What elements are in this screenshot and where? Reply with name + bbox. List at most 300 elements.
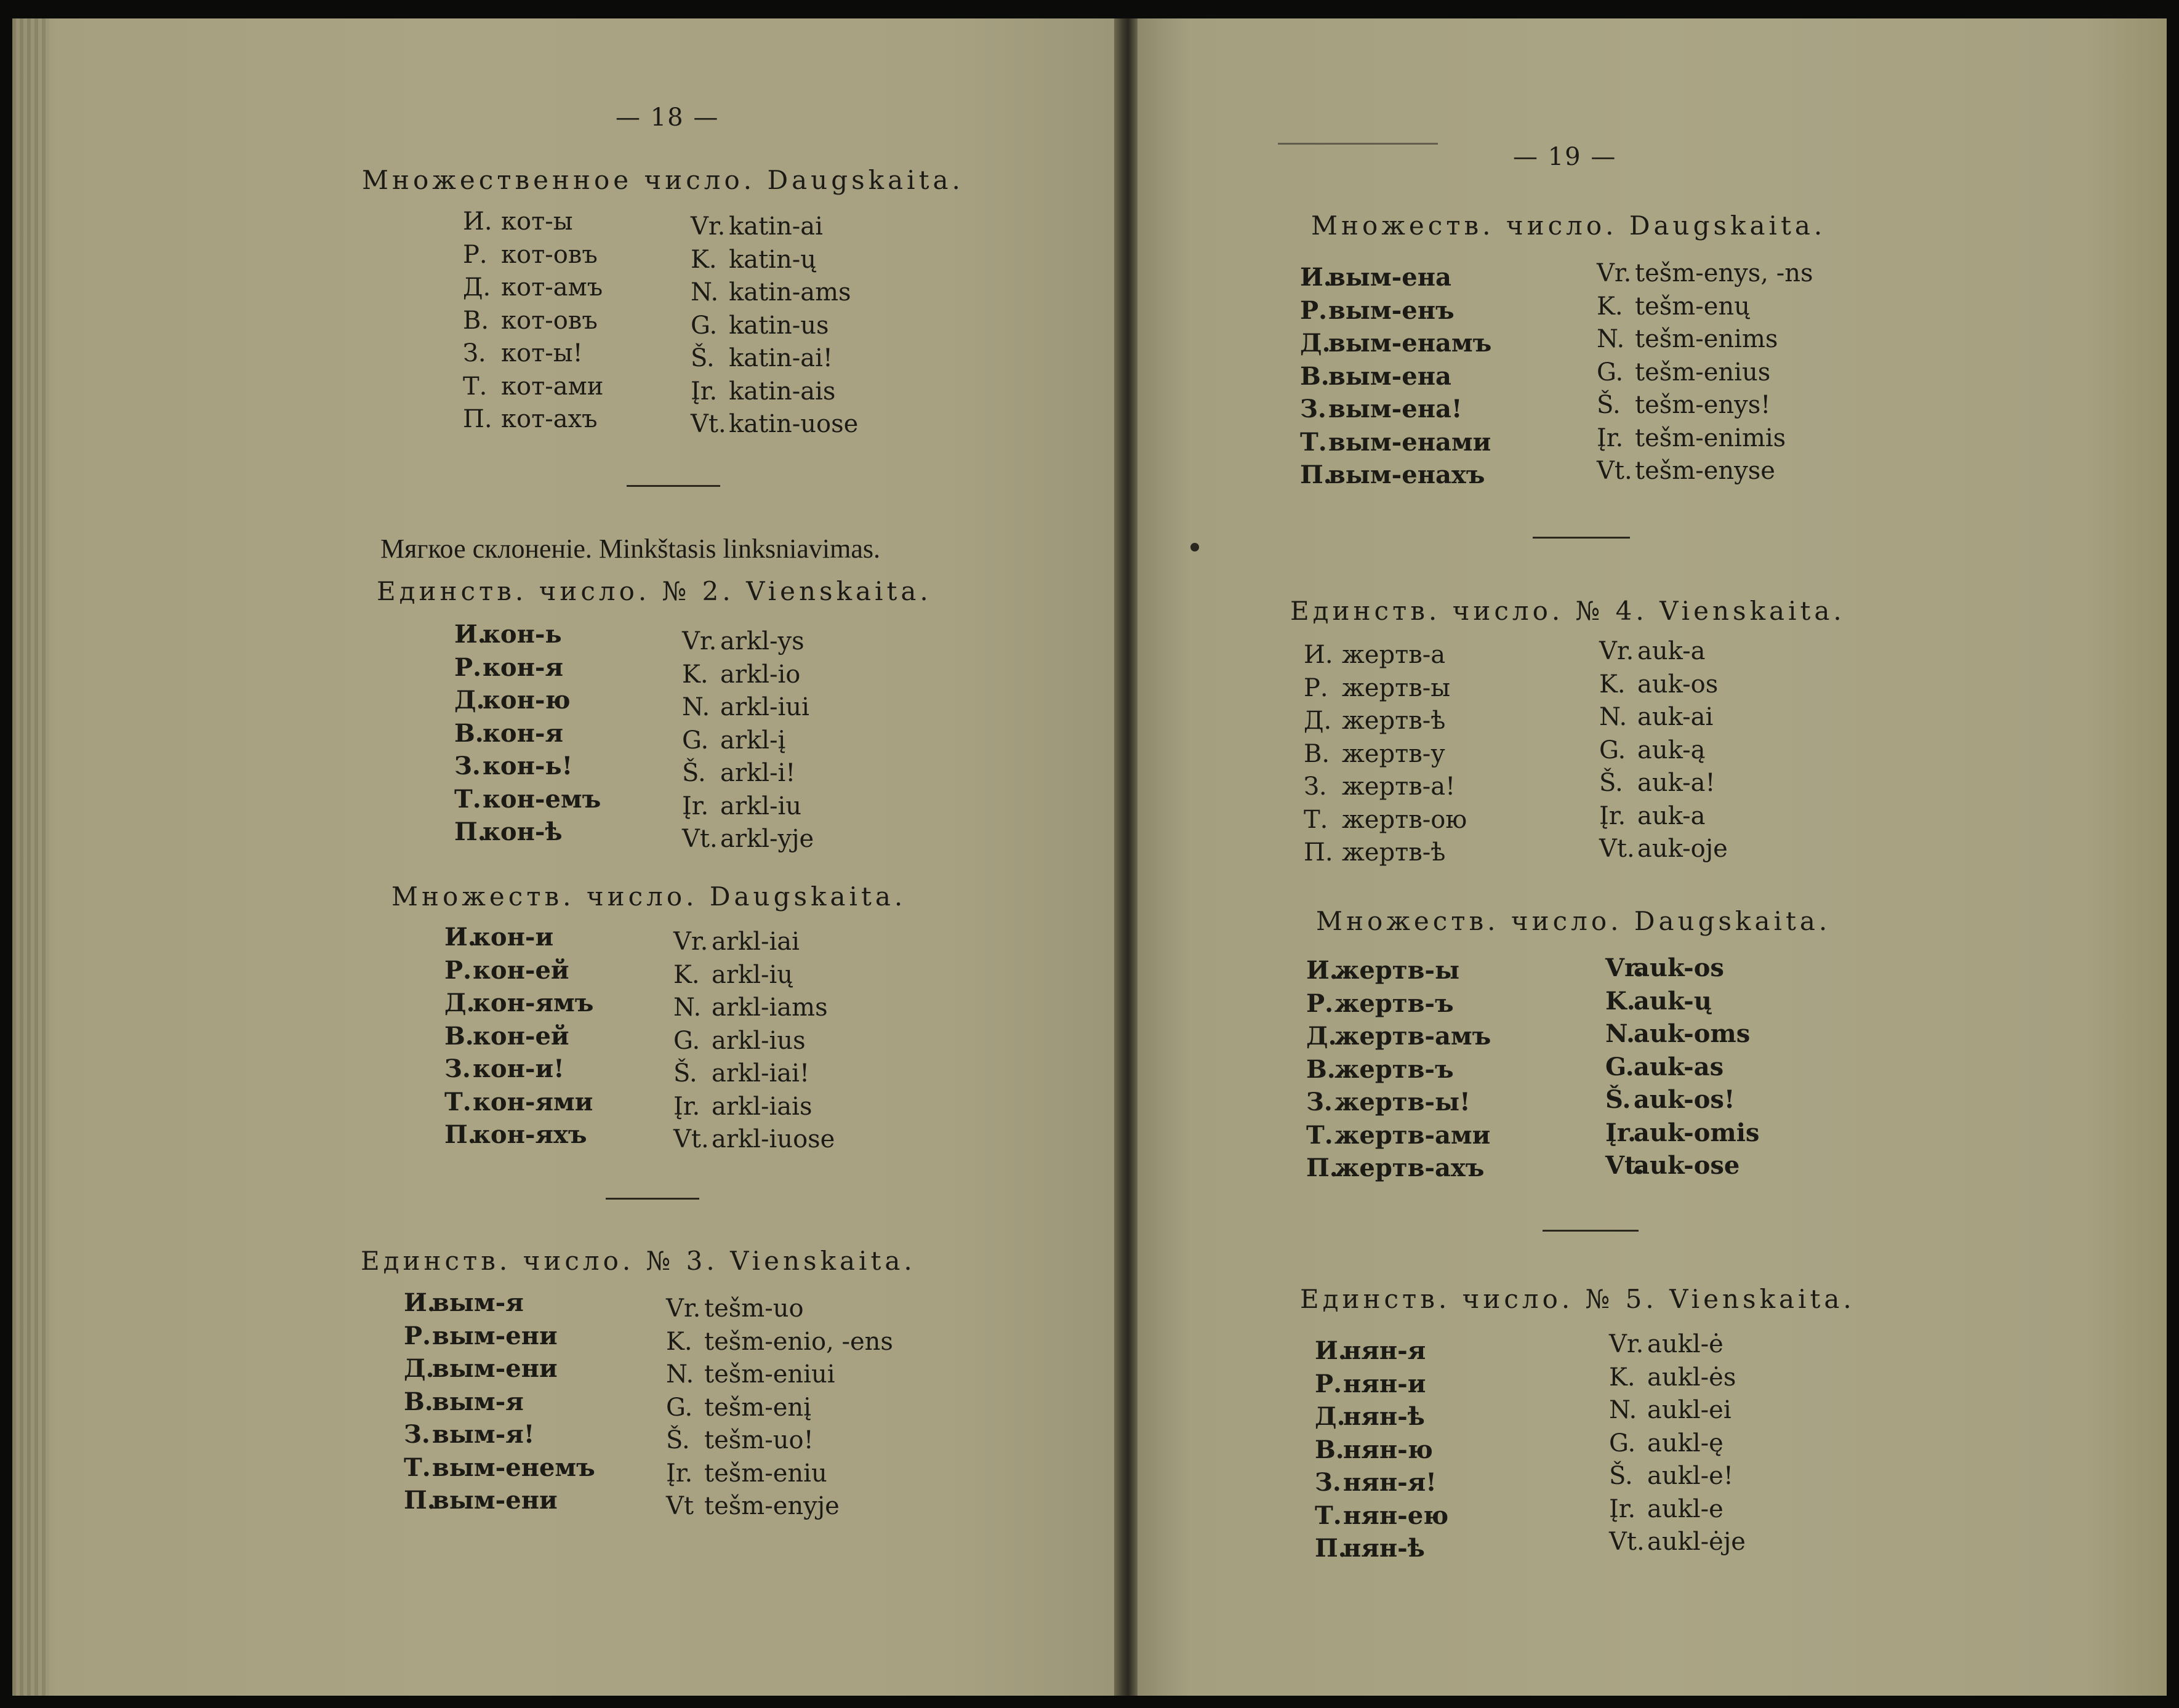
- case-form: tešm-enimis: [1635, 423, 1786, 452]
- case-row: [1609, 1328, 1746, 1361]
- case-abbreviation: Р.: [1304, 673, 1328, 702]
- case-form: tešm-enys, -ns: [1635, 259, 1813, 287]
- case-form: жертв-ы!: [1334, 1088, 1471, 1117]
- case-form: жертв-а: [1342, 641, 1446, 669]
- lithuanian-case-column: [691, 210, 858, 441]
- case-form: arkl-iams: [712, 993, 828, 1022]
- case-row: [1597, 323, 1813, 356]
- lithuanian-case-column: [1597, 257, 1813, 488]
- case-row: [673, 959, 835, 992]
- case-abbreviation: Р.: [404, 1321, 431, 1350]
- case-abbreviation: П.: [444, 1120, 476, 1149]
- case-abbreviation: П.: [1306, 1153, 1338, 1182]
- case-row: [1300, 261, 1491, 294]
- case-row: [673, 1123, 835, 1157]
- case-form: tešm-eniui: [704, 1360, 835, 1389]
- case-row: [1300, 426, 1491, 459]
- case-form: arkl-iui: [720, 693, 809, 721]
- case-form: вым-ена: [1328, 361, 1451, 391]
- case-form: aukl-ėje: [1647, 1528, 1746, 1556]
- case-abbreviation: Т.: [1304, 805, 1328, 834]
- russian-case-column: [454, 618, 601, 849]
- section-heading: Множеств. число. Daugskaita.: [1316, 906, 1831, 936]
- case-row: [1597, 257, 1813, 291]
- case-abbreviation: Д.: [1306, 1022, 1337, 1051]
- case-row: [404, 1418, 595, 1451]
- case-form: auk-a: [1637, 637, 1706, 665]
- case-form: auk-a!: [1637, 769, 1716, 797]
- case-abbreviation: K.: [1597, 292, 1623, 321]
- case-abbreviation: K.: [682, 660, 708, 689]
- case-form: tešm-enyse: [1635, 457, 1775, 485]
- case-row: [1304, 771, 1467, 804]
- case-row: [1315, 1368, 1448, 1401]
- book-gutter: [1114, 18, 1138, 1696]
- case-abbreviation: Т.: [444, 1087, 472, 1117]
- case-abbreviation: Vt.: [682, 825, 718, 853]
- case-row: [1304, 639, 1467, 672]
- case-row: [444, 1086, 593, 1119]
- case-row: [1605, 1083, 1759, 1117]
- case-abbreviation: G.: [1605, 1052, 1634, 1081]
- case-row: [1304, 705, 1467, 738]
- case-abbreviation: З.: [444, 1054, 471, 1083]
- case-form: arkl-ys: [720, 627, 805, 656]
- case-abbreviation: Vr.: [673, 928, 708, 956]
- case-abbreviation: Š.: [682, 759, 706, 787]
- case-form: кот-амъ: [501, 273, 603, 302]
- case-form: arkl-ių: [712, 960, 793, 989]
- case-row: [454, 618, 601, 651]
- case-abbreviation: П.: [1304, 838, 1333, 867]
- case-abbreviation: Įr.: [673, 1092, 700, 1121]
- case-form: tešm-enius: [1635, 358, 1771, 387]
- case-form: кон-ь!: [483, 752, 573, 780]
- case-form: auk-as: [1634, 1052, 1724, 1081]
- case-form: auk-ai: [1637, 703, 1714, 731]
- case-abbreviation: Įr.: [1599, 801, 1626, 830]
- case-row: [444, 1020, 593, 1053]
- case-form: жертв-ѣ: [1342, 838, 1446, 867]
- case-abbreviation: В.: [1304, 739, 1330, 768]
- case-form: auk-os: [1637, 670, 1719, 699]
- case-row: [404, 1484, 595, 1517]
- case-row: [1315, 1532, 1448, 1565]
- case-row: [1599, 800, 1728, 833]
- case-row: [1605, 1117, 1759, 1150]
- case-row: [454, 750, 601, 783]
- case-form: tešm-enio, -ens: [704, 1327, 893, 1356]
- case-abbreviation: Vr.: [1609, 1330, 1644, 1358]
- case-form: вым-енамъ: [1328, 329, 1492, 358]
- russian-case-column: [1315, 1334, 1448, 1565]
- case-abbreviation: Р.: [454, 652, 482, 682]
- case-row: [454, 651, 601, 684]
- section-heading: Единств. число. № 2. Vienskaita.: [377, 576, 932, 606]
- case-abbreviation: В.: [444, 1021, 474, 1051]
- case-abbreviation: Įr.: [1605, 1118, 1637, 1147]
- case-row: [463, 206, 603, 239]
- case-form: кон-и: [473, 923, 554, 952]
- case-row: [1609, 1460, 1746, 1493]
- case-form: tešm-enims: [1635, 325, 1778, 353]
- case-abbreviation: Д.: [463, 273, 491, 302]
- case-form: вым-ени: [432, 1354, 558, 1383]
- case-abbreviation: Д.: [444, 988, 475, 1017]
- case-row: [682, 757, 814, 790]
- case-row: [682, 625, 814, 659]
- case-row: [1315, 1499, 1448, 1533]
- case-form: katin-ai: [729, 212, 823, 241]
- case-form: нян-ѣ: [1343, 1534, 1425, 1563]
- case-row: [666, 1293, 893, 1326]
- case-form: auk-ų: [1634, 986, 1712, 1016]
- case-form: katin-ų: [729, 245, 816, 274]
- lithuanian-case-column: [673, 926, 835, 1157]
- case-row: [404, 1320, 595, 1353]
- case-row: [444, 1052, 593, 1086]
- case-form: auk-omis: [1634, 1118, 1760, 1147]
- case-row: [463, 403, 603, 436]
- case-row: [404, 1451, 595, 1485]
- case-row: [463, 337, 603, 371]
- case-abbreviation: Š.: [666, 1426, 690, 1454]
- case-form: tešm-uo: [704, 1294, 804, 1323]
- declension-title: Мягкое склоненіе. Minkštasis linksniavimas.: [380, 534, 880, 564]
- case-abbreviation: З.: [1300, 395, 1326, 423]
- case-form: кон-ями: [473, 1087, 593, 1117]
- case-abbreviation: G.: [682, 726, 709, 755]
- lithuanian-case-column: [1599, 635, 1728, 866]
- case-abbreviation: G.: [673, 1026, 700, 1055]
- case-row: [1306, 987, 1491, 1020]
- case-form: вым-енами: [1328, 427, 1491, 457]
- case-abbreviation: Т.: [1315, 1501, 1342, 1530]
- case-abbreviation: Š.: [1599, 769, 1623, 797]
- page-number: — 18 —: [616, 103, 720, 132]
- case-form: aukl-e!: [1647, 1462, 1733, 1490]
- case-row: [1609, 1361, 1746, 1395]
- section-heading: Множеств. число. Daugskaita.: [391, 881, 907, 912]
- case-row: [1597, 455, 1813, 488]
- case-row: [682, 823, 814, 856]
- case-form: tešm-enį: [704, 1393, 811, 1422]
- case-abbreviation: N.: [666, 1360, 694, 1389]
- case-row: [1304, 672, 1467, 705]
- case-abbreviation: Р.: [1300, 295, 1328, 325]
- case-row: [1300, 393, 1491, 426]
- case-abbreviation: Т.: [1306, 1120, 1333, 1150]
- section-divider: [627, 485, 720, 487]
- case-abbreviation: Т.: [463, 372, 488, 401]
- case-abbreviation: N.: [1597, 325, 1625, 353]
- case-abbreviation: N.: [1599, 703, 1627, 731]
- case-row: [1300, 459, 1491, 492]
- case-row: [1599, 833, 1728, 866]
- case-row: [673, 926, 835, 959]
- case-form: кон-ей: [473, 955, 569, 985]
- case-form: auk-ose: [1634, 1151, 1740, 1180]
- case-form: жертв-ахъ: [1334, 1153, 1485, 1182]
- case-form: вым-я!: [432, 1420, 535, 1449]
- case-form: arkl-io: [720, 660, 801, 689]
- case-abbreviation: Д.: [1300, 329, 1331, 358]
- case-form: katin-ams: [729, 278, 851, 307]
- case-row: [1597, 356, 1813, 390]
- case-abbreviation: G.: [1609, 1429, 1636, 1457]
- case-row: [1609, 1427, 1746, 1461]
- ink-smudge: [1278, 143, 1438, 145]
- case-row: [1315, 1400, 1448, 1433]
- case-form: нян-и: [1343, 1369, 1426, 1398]
- case-row: [1304, 738, 1467, 771]
- case-form: кот-ы!: [501, 339, 583, 367]
- case-abbreviation: Р.: [444, 955, 472, 985]
- case-form: кот-овъ: [501, 240, 598, 269]
- case-row: [1306, 1086, 1491, 1119]
- case-row: [404, 1286, 595, 1320]
- case-form: нян-ѣ: [1343, 1402, 1425, 1431]
- case-row: [463, 305, 603, 338]
- case-form: tešm-enyje: [704, 1492, 840, 1520]
- case-form: katin-ais: [729, 377, 836, 406]
- case-abbreviation: Įr.: [682, 792, 709, 820]
- case-form: жертв-у: [1342, 739, 1445, 768]
- case-row: [404, 1352, 595, 1385]
- case-abbreviation: П.: [454, 817, 486, 846]
- case-row: [1306, 1020, 1491, 1053]
- ink-speck: [1190, 543, 1199, 551]
- case-row: [1597, 389, 1813, 422]
- case-form: вым-я: [432, 1288, 524, 1317]
- case-abbreviation: G.: [1597, 358, 1624, 387]
- case-abbreviation: Vr.: [691, 212, 726, 241]
- case-form: arkl-iuose: [712, 1125, 835, 1153]
- case-row: [444, 1118, 593, 1152]
- case-abbreviation: N.: [1605, 1019, 1635, 1048]
- case-form: кот-ы: [501, 207, 573, 236]
- case-form: кон-яхъ: [473, 1120, 587, 1149]
- case-row: [1599, 701, 1728, 734]
- case-form: auk-oje: [1637, 835, 1728, 863]
- case-abbreviation: Vt.: [1597, 457, 1632, 485]
- case-row: [1315, 1433, 1448, 1467]
- case-row: [682, 790, 814, 824]
- case-form: arkl-iai!: [712, 1059, 810, 1088]
- lithuanian-case-column: [666, 1293, 893, 1523]
- section-heading: Единств. число. № 5. Vienskaita.: [1300, 1284, 1855, 1314]
- section-heading: Единств. число. № 3. Vienskaita.: [361, 1246, 916, 1276]
- case-abbreviation: Vt: [666, 1492, 694, 1520]
- case-row: [666, 1490, 893, 1523]
- case-row: [691, 342, 858, 375]
- case-row: [691, 210, 858, 244]
- case-form: жертв-а!: [1342, 772, 1456, 801]
- case-abbreviation: И.: [404, 1288, 436, 1317]
- case-abbreviation: З.: [404, 1420, 430, 1449]
- case-row: [1306, 1152, 1491, 1185]
- case-abbreviation: Vt.: [1599, 835, 1635, 863]
- case-row: [1597, 422, 1813, 455]
- case-abbreviation: K.: [673, 960, 700, 989]
- case-abbreviation: В.: [1300, 361, 1330, 391]
- russian-case-column: [404, 1286, 595, 1517]
- case-form: auk-ą: [1637, 736, 1706, 764]
- case-abbreviation: Įr.: [666, 1459, 693, 1488]
- page-edge-shading: [12, 18, 49, 1696]
- case-abbreviation: Р.: [1306, 988, 1334, 1018]
- case-row: [1609, 1526, 1746, 1559]
- case-row: [1605, 1017, 1759, 1051]
- case-abbreviation: Д.: [404, 1354, 435, 1383]
- case-form: нян-я!: [1343, 1468, 1437, 1497]
- case-form: tešm-uo!: [704, 1426, 814, 1454]
- case-form: кон-ю: [483, 686, 571, 715]
- case-form: aukl-ės: [1647, 1363, 1736, 1392]
- case-abbreviation: И.: [1304, 641, 1333, 669]
- case-form: нян-ю: [1343, 1435, 1433, 1464]
- case-abbreviation: П.: [463, 405, 492, 433]
- case-form: кон-емъ: [483, 784, 601, 814]
- case-abbreviation: З.: [463, 339, 486, 367]
- case-form: жертв-ъ: [1334, 988, 1454, 1018]
- case-abbreviation: Įr.: [1609, 1494, 1636, 1523]
- case-abbreviation: В.: [454, 718, 484, 748]
- case-abbreviation: Р.: [1315, 1369, 1342, 1398]
- case-form: нян-я: [1343, 1336, 1426, 1365]
- case-form: aukl-e: [1647, 1494, 1724, 1523]
- case-form: вым-енемъ: [432, 1453, 595, 1482]
- case-abbreviation: З.: [1304, 772, 1327, 801]
- case-abbreviation: И.: [463, 207, 492, 236]
- case-row: [691, 375, 858, 409]
- russian-case-column: [463, 206, 603, 436]
- case-abbreviation: Vr.: [1599, 637, 1634, 665]
- case-row: [454, 684, 601, 717]
- case-form: жертв-ъ: [1334, 1054, 1454, 1084]
- case-form: arkl-į: [720, 726, 786, 755]
- section-heading: Единств. число. № 4. Vienskaita.: [1290, 596, 1845, 626]
- case-row: [1304, 836, 1467, 870]
- case-abbreviation: В.: [404, 1387, 433, 1416]
- case-row: [691, 244, 858, 277]
- case-abbreviation: З.: [1306, 1088, 1333, 1117]
- case-form: aukl-ei: [1647, 1396, 1732, 1424]
- case-row: [1315, 1334, 1448, 1368]
- case-abbreviation: В.: [1315, 1435, 1344, 1464]
- case-row: [1599, 635, 1728, 668]
- case-row: [454, 816, 601, 849]
- case-form: arkl-iu: [720, 792, 802, 820]
- case-abbreviation: Vt.: [1605, 1151, 1645, 1180]
- case-abbreviation: Š.: [1609, 1462, 1633, 1490]
- case-row: [666, 1358, 893, 1392]
- case-abbreviation: Š.: [1597, 391, 1621, 419]
- case-abbreviation: П.: [1300, 460, 1332, 489]
- case-row: [1599, 668, 1728, 702]
- case-form: вым-енъ: [1328, 295, 1455, 325]
- case-abbreviation: Vt.: [691, 410, 726, 438]
- case-row: [1300, 360, 1491, 393]
- case-row: [1597, 291, 1813, 324]
- case-form: auk-a: [1637, 801, 1706, 830]
- case-row: [1300, 294, 1491, 327]
- case-form: katin-us: [729, 311, 829, 340]
- case-row: [1315, 1466, 1448, 1499]
- case-abbreviation: Vr.: [682, 627, 717, 656]
- case-row: [682, 691, 814, 724]
- case-form: arkl-i!: [720, 759, 796, 787]
- case-abbreviation: G.: [1599, 736, 1626, 764]
- section-divider: [606, 1198, 699, 1200]
- lithuanian-case-column: [682, 625, 814, 856]
- case-form: aukl-ę: [1647, 1429, 1724, 1457]
- case-row: [691, 310, 858, 343]
- case-abbreviation: В.: [1306, 1054, 1336, 1084]
- case-abbreviation: Įr.: [1597, 423, 1624, 452]
- case-abbreviation: N.: [691, 278, 719, 307]
- case-form: вым-я: [432, 1387, 524, 1416]
- case-row: [691, 276, 858, 310]
- case-abbreviation: G.: [666, 1393, 693, 1422]
- case-abbreviation: П.: [1315, 1534, 1347, 1563]
- case-row: [673, 1057, 835, 1091]
- case-row: [1605, 1051, 1759, 1084]
- case-abbreviation: K.: [666, 1327, 692, 1356]
- case-abbreviation: Vt.: [673, 1125, 709, 1153]
- case-form: жертв-ами: [1334, 1120, 1491, 1150]
- lithuanian-case-column: [1609, 1328, 1746, 1559]
- case-row: [1306, 954, 1491, 987]
- case-row: [1609, 1493, 1746, 1526]
- case-abbreviation: Š.: [691, 344, 715, 372]
- case-abbreviation: Д.: [1304, 707, 1332, 735]
- case-row: [673, 1091, 835, 1124]
- case-abbreviation: Vr.: [1597, 259, 1632, 287]
- case-form: нян-ею: [1343, 1501, 1449, 1530]
- case-abbreviation: N.: [1609, 1396, 1637, 1424]
- case-abbreviation: З.: [1315, 1468, 1341, 1497]
- case-abbreviation: И.: [454, 620, 486, 649]
- case-form: auk-os: [1634, 953, 1724, 982]
- case-row: [404, 1385, 595, 1419]
- case-row: [673, 992, 835, 1025]
- case-abbreviation: И.: [444, 923, 476, 952]
- russian-case-column: [1304, 639, 1467, 870]
- case-abbreviation: Т.: [404, 1453, 431, 1482]
- section-heading: Множественное число. Daugskaita.: [362, 165, 964, 195]
- case-row: [444, 987, 593, 1020]
- case-abbreviation: В.: [463, 306, 489, 335]
- case-abbreviation: N.: [682, 693, 710, 721]
- case-form: кот-овъ: [501, 306, 598, 335]
- case-row: [1605, 952, 1759, 985]
- case-form: tešm-enys!: [1635, 391, 1771, 419]
- case-row: [1300, 327, 1491, 360]
- case-form: aukl-ė: [1647, 1330, 1724, 1358]
- section-divider: [1533, 537, 1630, 539]
- case-form: кон-ямъ: [473, 988, 594, 1017]
- case-form: arkl-ius: [712, 1026, 806, 1055]
- russian-case-column: [1300, 261, 1491, 492]
- case-abbreviation: Š.: [673, 1059, 697, 1088]
- case-row: [463, 271, 603, 305]
- case-form: кон-ей: [473, 1021, 569, 1051]
- case-abbreviation: Д.: [1315, 1402, 1346, 1431]
- case-form: кон-я: [483, 652, 563, 682]
- case-row: [1306, 1119, 1491, 1152]
- case-abbreviation: N.: [673, 993, 702, 1022]
